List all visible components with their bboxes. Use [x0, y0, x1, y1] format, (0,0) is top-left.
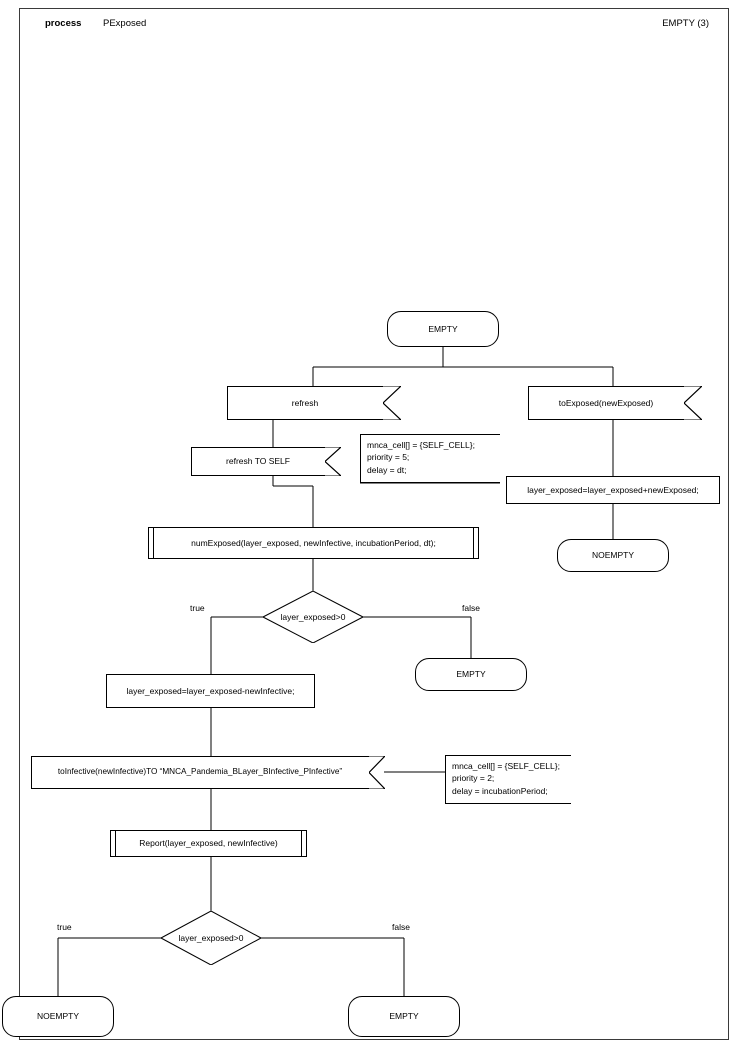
decision-layer-exposed-gt-zero-1	[263, 591, 363, 643]
note-infective-line-3: delay = incubationPeriod;	[452, 785, 548, 796]
terminal-noempty-bottom	[2, 996, 114, 1037]
decision-2-false-label: false	[392, 922, 410, 932]
signal-to-exposed	[528, 386, 701, 420]
statement-layer-exposed-sub	[106, 674, 315, 708]
terminal-empty-bottom-label: EMPTY	[389, 1011, 419, 1022]
signal-refresh-tip	[383, 386, 401, 420]
terminal-start-empty-label: EMPTY	[428, 323, 458, 334]
decision-1-false-label: false	[462, 603, 480, 613]
statement-layer-exposed-sub-label: layer_exposed=layer_exposed-newInfective;	[126, 685, 295, 696]
header-keyword: process	[45, 18, 82, 29]
note-infective-attributes	[445, 755, 571, 804]
terminal-start-empty	[387, 311, 499, 347]
statement-layer-exposed-add-label: layer_exposed=layer_exposed+newExposed;	[527, 484, 699, 495]
statement-layer-exposed-add	[506, 476, 720, 504]
decision-1-true-label: true	[190, 603, 205, 613]
terminal-empty-after-decision-1-label: EMPTY	[456, 669, 486, 680]
terminal-noempty-right	[557, 539, 669, 572]
decision-2-true-label: true	[57, 922, 72, 932]
header-process-name: PExposed	[103, 18, 147, 29]
note-infective-line-2: priority = 2;	[452, 773, 495, 784]
header-result-label: EMPTY (3)	[662, 18, 709, 29]
signal-refresh-to-self-label: refresh TO SELF	[226, 456, 290, 467]
note-infective-line-1: mnca_cell[] = {SELF_CELL};	[452, 761, 560, 771]
signal-to-infective-tip	[369, 756, 385, 789]
diagram-frame	[19, 8, 729, 1040]
decision-layer-exposed-gt-zero-2	[161, 911, 261, 965]
signal-refresh	[227, 386, 400, 420]
note-refresh-line-2: priority = 5;	[367, 452, 410, 463]
decision-2-label: layer_exposed>0	[178, 933, 244, 943]
subroutine-num-exposed	[148, 527, 479, 559]
subroutine-report	[110, 830, 307, 857]
signal-to-exposed-tip	[684, 386, 702, 420]
subroutine-num-exposed-label: numExposed(layer_exposed, newInfective, incubationPeriod, dt);	[191, 537, 436, 548]
terminal-noempty-bottom-label: NOEMPTY	[36, 1011, 80, 1022]
decision-1-label: layer_exposed>0	[280, 612, 346, 622]
terminal-noempty-right-label: NOEMPTY	[591, 550, 635, 561]
subroutine-report-label: Report(layer_exposed, newInfective)	[139, 838, 278, 849]
signal-refresh-to-self	[191, 447, 340, 476]
terminal-empty-after-decision-1	[415, 658, 527, 691]
signal-to-exposed-label: toExposed(newExposed)	[558, 397, 654, 408]
signal-to-infective	[31, 756, 384, 789]
signal-refresh-label: refresh	[291, 397, 319, 408]
signal-refresh-to-self-tip	[325, 447, 341, 476]
note-refresh-line-1: mnca_cell[] = {SELF_CELL};	[367, 440, 475, 450]
note-refresh-line-3: delay = dt;	[367, 464, 407, 475]
note-refresh-attributes	[360, 434, 500, 483]
terminal-empty-bottom	[348, 996, 460, 1037]
signal-to-infective-label: toInfective(newInfective)TO “MNCA_Pandemia_BLayer_BInfective_PInfective”	[57, 767, 343, 777]
